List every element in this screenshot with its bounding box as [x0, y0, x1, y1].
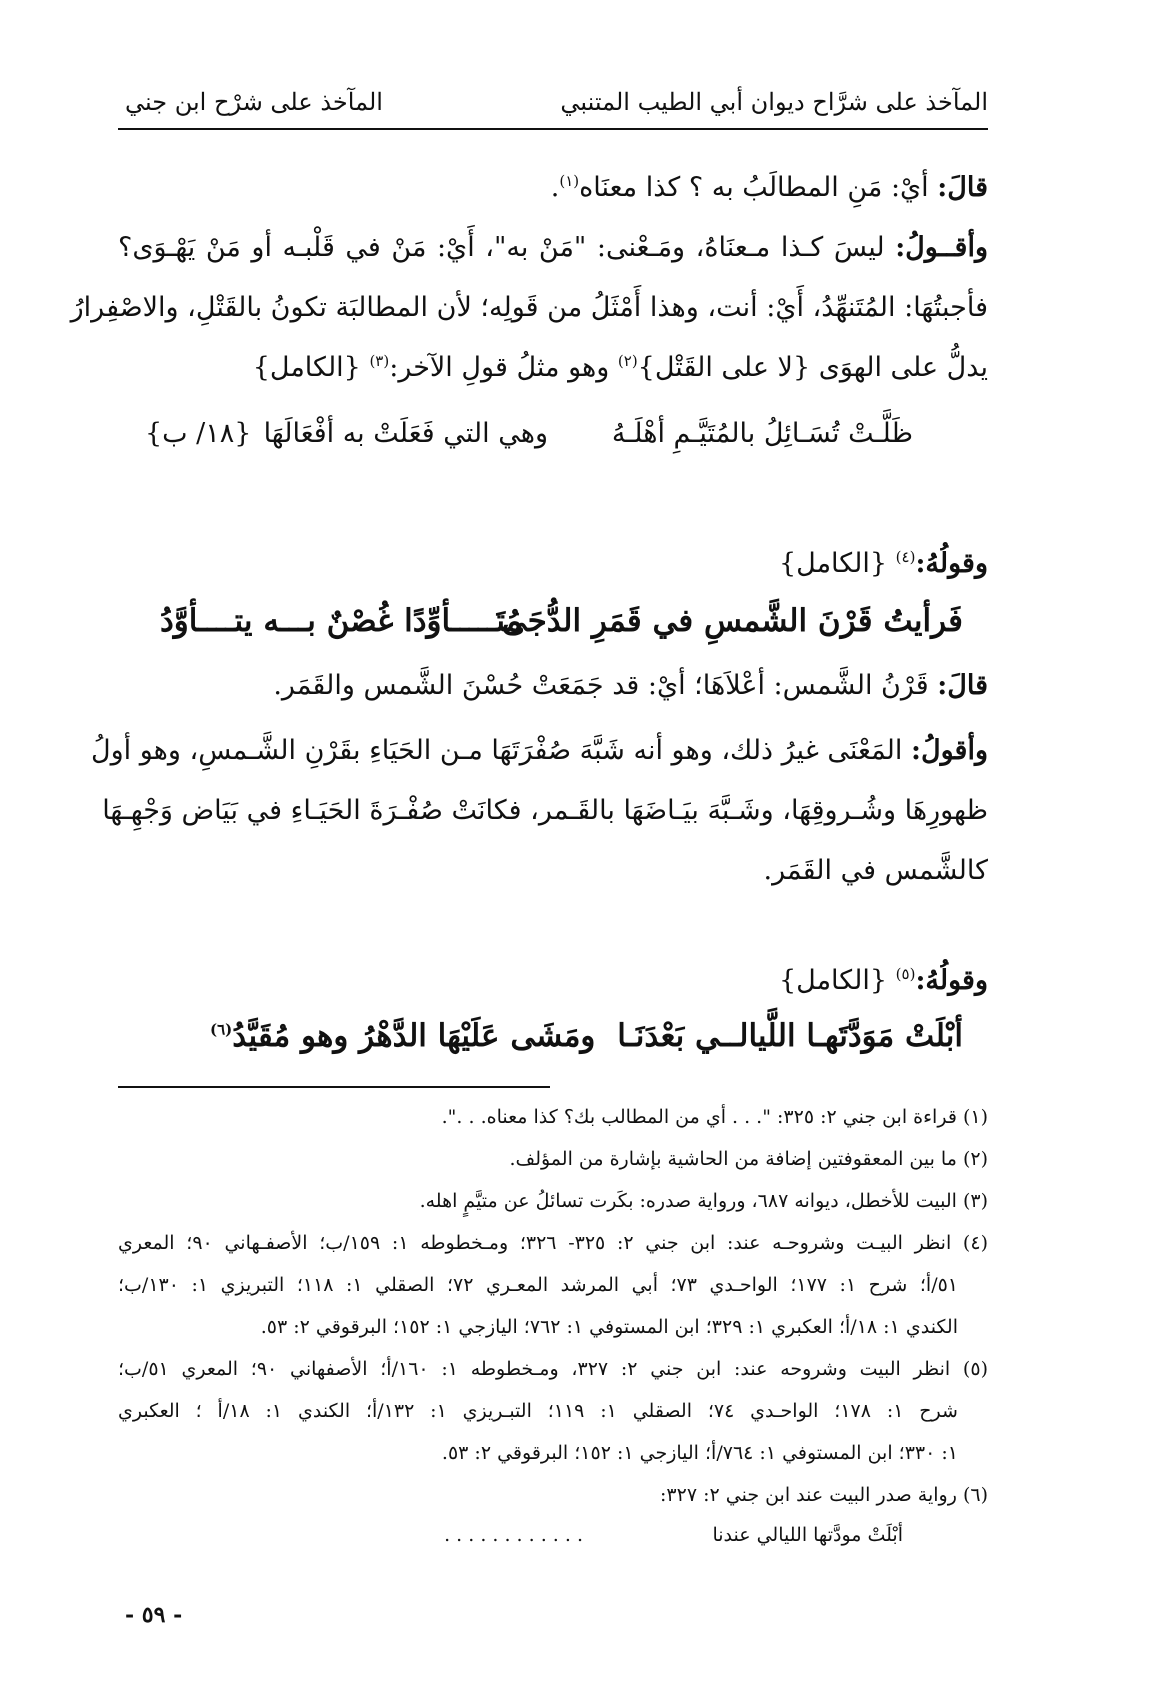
paragraph-line: [118, 965, 988, 996]
footnote: (٣) البيت للأخطل، ديوانه ٦٨٧، ورواية صدره: بكَرت تسائلُ عن متيَّمٍ اهله.: [419, 1190, 988, 1212]
intro-lead: وقولُهُ:: [915, 965, 988, 996]
footnote-ref[interactable]: (٤): [895, 548, 916, 566]
footnote-rule: [118, 1086, 550, 1088]
paragraph-line: قالَ: أيْ: مَنِ المطالَبُ به ؟ كذا معنَاه$^{(١)}$.: [550, 172, 988, 203]
verse-first-hemistich: أبْلَتْ مَوَدَّتَهـا اللَّيالــي بَعْدَنَـا: [617, 1018, 963, 1054]
meter-label: {الكامل}: [778, 965, 896, 996]
paragraph-line: ظهورِهَا وشُـروقِهَا، وشَـبَّهَ بيَـاضَهَا بالقَـمر، فكانَتْ صُفْـرَةَ الحَيَـاءِ في بَيَاض وَجْهِـهَا: [102, 795, 988, 826]
paragraph-line: [90, 735, 988, 766]
header-rule: [118, 128, 988, 130]
footnote-ref[interactable]: (٣): [369, 352, 390, 370]
qala-text: قَرْنُ الشَّمس: أعْلاَهَا؛ أيْ: قد جَمَعَتْ حُسْنَ الشَّمس والقَمَر.: [273, 670, 929, 701]
page-number: - ٥٩ -: [125, 1602, 183, 1628]
manuscript-folio-ref: {١٨/ ب}: [145, 418, 252, 449]
verse-second-hemistich: وهي التي فَعَلَتْ به أفْعَالَهَا: [263, 418, 548, 449]
qala-lead: قالَ:: [937, 670, 988, 701]
verse-first-hemistich: فَرأيتُ قَرْنَ الشَّمسِ في قَمَرِ الدُّجَى: [501, 603, 963, 639]
intro-lead: وقولُهُ:: [915, 548, 988, 579]
paragraph-line: [118, 232, 988, 263]
paragraph-line: كالشَّمس في القَمَر.: [763, 855, 988, 886]
footnote: (٤) انظر البيـت وشروحـه عند: ابن جني ٢: ٣٢٥- ٣٢٦؛ ومـخطوطه ١: ١٥٩/ب؛ الأصفـهاني ٩٠؛ المعري: [118, 1232, 988, 1254]
footnote-continuation: شرح ١: ١٧٨؛ الواحـدي ٧٤؛ الصقلي ١: ١١٩؛ التبـريزي ١: ١٣٢/أ؛ الكندي ١: ١٨/أ ؛ العكبري: [118, 1400, 958, 1422]
footnote: (١) قراءة ابن جني ٢: ٣٢٥: ". . . أي من المطالب بك؟ كذا معناه. . .".: [441, 1106, 988, 1128]
aqul-lead: وأقــولُ:: [895, 232, 988, 263]
paragraph-line: [118, 548, 988, 579]
footnote-ref[interactable]: (٦): [210, 1020, 233, 1039]
footnote-ref[interactable]: (١): [559, 172, 580, 190]
aqul-lead: وأقولُ:: [911, 735, 988, 766]
footnote-continuation: ١: ٣٣٠؛ ابن المستوفي ١: ٧٦٤/أ؛ اليازجي ١: ١٥٢؛ البرقوقي ٢: ٥٣.: [441, 1442, 958, 1464]
verse-second-hemistich: [210, 1018, 595, 1054]
running-header-left: المآخذ على شرْح ابن جني: [125, 88, 383, 116]
aqul-text: المَعْنَى غيرُ ذلك، وهو أنه شَبَّهَ صُفْرَتَهَا مـن الحَيَاءِ بقَرْنِ الشَّـمسِ، وهو أولُ: [90, 735, 903, 766]
paragraph-line: فأجبتُهَا: المُتَنهِّدُ، أَيْ: أنت، وهذا أَمْثَلُ من قَولِه؛ لأن المطالبَة تكونُ بالقَتْلِ، والاصْفِرارُ: [70, 292, 988, 323]
footnote-continuation: ٥١/أ؛ شرح ١: ١٧٧؛ الواحـدي ٧٣؛ أبي المرشد المعـري ٧٢؛ الصقلي ١: ١١٨؛ التبريزي ١: ١٣٠/ب؛: [118, 1274, 959, 1296]
footnote-verse: أبْلَتْ مودَّتها الليالي عندنا: [712, 1524, 903, 1546]
footnote-ellipsis: . . . . . . . . . . . .: [444, 1524, 583, 1546]
footnote: (٦) رواية صدر البيت عند ابن جني ٢: ٣٢٧:: [660, 1484, 988, 1506]
paragraph-line: [118, 670, 988, 701]
footnote: (٢) ما بين المعقوفتين إضافة من الحاشية بإشارة من المؤلف.: [509, 1148, 988, 1170]
footnote-ref[interactable]: (٥): [895, 965, 916, 983]
text-segment: وهو مثلُ قولِ الآخر:: [389, 352, 618, 383]
verse-text: ومَشَى عَلَيْهَا الدَّهْرُ وهو مُقَيَّدُ: [232, 1018, 596, 1054]
aqul-text: ليسَ كـذا مـعنَاهُ، ومَـعْنى: "مَنْ به"، أَيْ: مَنْ في قَلْبـه أو مَنْ يَهْـوَى؟: [118, 232, 885, 263]
footnote-continuation: الكندي ١: ١٨/أ؛ العكبري ١: ٣٢٩؛ ابن المستوفي ١: ٧٦٢؛ اليازجي ١: ١٥٢؛ البرقوقي ٢: ٥٣.: [260, 1316, 958, 1338]
text-segment: يدلُّ على الهوَى {لا على القَتْل}: [637, 352, 988, 383]
footnote: (٥) انظر البيت وشروحه عند: ابن جني ٢: ٣٢٧، ومـخطوطه ١: ١٦٠/أ؛ الأصفهاني ٩٠؛ المعري ٥١/ب؛: [118, 1358, 988, 1380]
footnote-ref[interactable]: (٢): [617, 352, 638, 370]
qala-lead: قالَ:: [937, 172, 988, 203]
paragraph-line: [118, 352, 988, 383]
qala-text: أيْ: مَنِ المطالَبُ به ؟ كذا معنَاه: [579, 172, 929, 203]
meter-label: {الكامل}: [252, 352, 370, 383]
meter-label: {الكامل}: [778, 548, 896, 579]
verse-second-hemistich: مُتَـــــأوِّدًا غُصْنٌ بـــه يتــــأوَّدُ: [160, 603, 523, 639]
verse-first-hemistich: ظَلَّـتْ تُسَـائِلُ بالمُتَيَّـمِ أهْلَـهُ: [611, 418, 913, 449]
running-header-right: المآخذ على شرَّاح ديوان أبي الطيب المتنبي: [560, 88, 988, 116]
